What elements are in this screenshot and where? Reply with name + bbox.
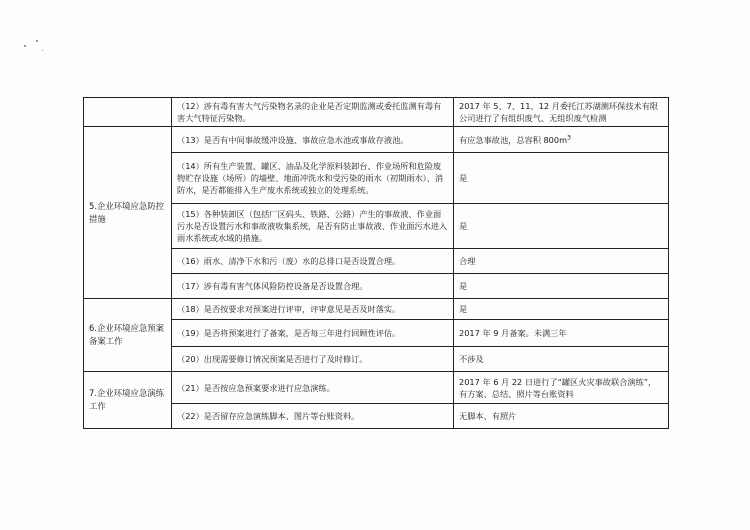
question-cell: （17）涉有毒有害气体风险防控设备是否设置合理。	[172, 274, 454, 299]
table-row	[84, 249, 669, 274]
answer-cell: 不涉及	[454, 347, 669, 372]
question-cell: （12）涉有毒有害大气污染物名录的企业是否定期监测或委托监测有毒有害大气特征污染物。	[172, 98, 454, 127]
question-cell: （14）所有生产装置、罐区、油品及化学原料装卸台、作业场所和危险废物贮存设施（场所）的墙壁、地面冲洗水和受污染的雨水（初期雨水）、消防水，是否都能排入生产废水系统或独立的处理系统。	[172, 153, 454, 204]
table-row	[84, 153, 669, 204]
table-row	[84, 299, 669, 320]
question-cell: （16）雨水、清净下水和污（废）水的总排口是否设置合理。	[172, 249, 454, 274]
table-row	[84, 127, 669, 153]
answer-superscript: 3	[567, 133, 571, 141]
table-row	[84, 372, 669, 404]
answer-cell: 是	[454, 204, 669, 249]
question-cell: （22）是否留存应急演练脚本、图片等台账资料。	[172, 404, 454, 429]
scan-speck	[36, 40, 38, 42]
inspection-table	[83, 97, 669, 429]
table-row	[84, 320, 669, 347]
category-cell: 5.企业环境应急防控措施	[84, 127, 172, 299]
answer-cell: 是	[454, 299, 669, 320]
question-cell: （18）是否按要求对预案进行评审，评审意见是否及时落实。	[172, 299, 454, 320]
table-row	[84, 274, 669, 299]
question-cell: （21）是否按应急预案要求进行应急演练。	[172, 372, 454, 404]
answer-cell: 2017 年 5、7、11、12 月委托江苏湖测环保技术有限公司进行了有组织废气、无组织废气检测	[454, 98, 669, 127]
table-row	[84, 98, 669, 127]
table-row	[84, 404, 669, 429]
answer-cell: 2017 年 9 月备案。未满三年	[454, 320, 669, 347]
category-cell: 7.企业环境应急演练工作	[84, 372, 172, 429]
answer-cell	[454, 127, 669, 153]
question-cell: （13）是否有中间事故缓冲设施、事故应急水池或事故存液池。	[172, 127, 454, 153]
scan-speck	[24, 45, 26, 47]
answer-cell: 合理	[454, 249, 669, 274]
table-row	[84, 204, 669, 249]
scan-speck	[42, 50, 43, 51]
answer-text: 有应急事故池，总容积 800m	[459, 134, 568, 145]
table-row	[84, 347, 669, 372]
answer-cell: 无脚本、有照片	[454, 404, 669, 429]
answer-cell: 是	[454, 153, 669, 204]
question-cell: （20）出现需要修订情况预案是否进行了及时修订。	[172, 347, 454, 372]
answer-cell: 是	[454, 274, 669, 299]
question-cell: （15）各种装卸区（包括厂区码头、铁路、公路）产生的事故液、作业面污水是否设置污水和事故液收集系统，是否有防止事故液、作业面污水进入雨水系统或水域的措施。	[172, 204, 454, 249]
answer-cell: 2017 年 6 月 22 日进行了“罐区火灾事故联合演练”，有方案、总结、照片等台账资料	[454, 372, 669, 404]
category-cell: 6.企业环境应急预案备案工作	[84, 299, 172, 372]
question-cell: （19）是否将预案进行了备案，是否每三年进行回顾性评估。	[172, 320, 454, 347]
category-cell	[84, 98, 172, 127]
